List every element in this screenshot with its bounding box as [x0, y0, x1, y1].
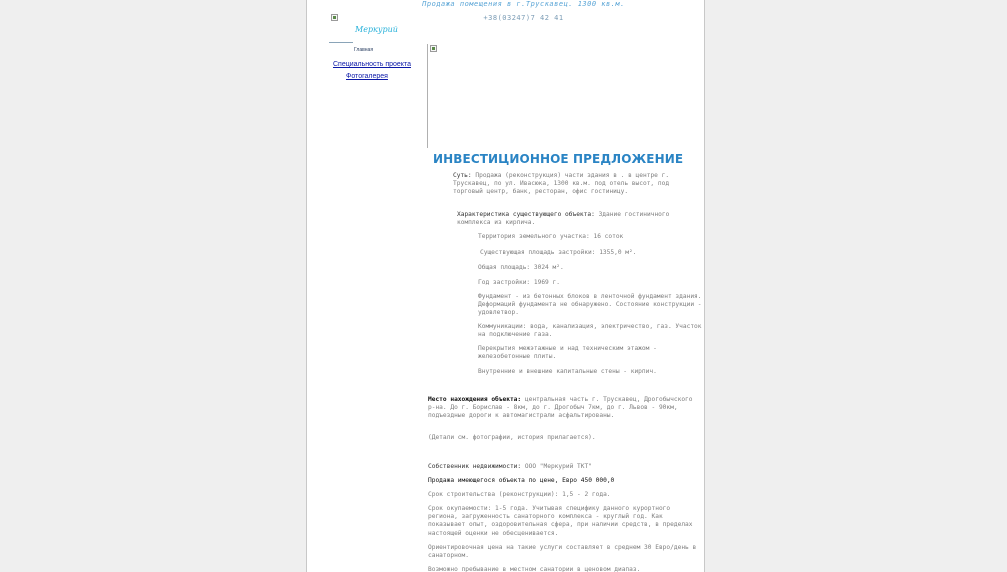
construction-term: Срок строительства (реконструкции): 1,5 - 2 года.: [428, 491, 611, 498]
nav-current-item[interactable]: Главная: [354, 47, 374, 53]
list-item: Существующая площадь застройки: 1355,0 м².: [480, 249, 637, 256]
list-item: Перекрытия межэтажные и над техническим этажом - железобетонные плиты.: [478, 345, 657, 361]
price-paragraph: [428, 477, 700, 485]
header-phone: +38(03247)7 42 41: [483, 14, 564, 22]
characteristics-text: Здание гостиничного комплекса из кирпича.: [457, 211, 670, 227]
logo-image-icon: [331, 14, 338, 21]
divider: [329, 42, 353, 43]
essence-paragraph: [453, 172, 699, 197]
location-paragraph: [428, 396, 700, 421]
average-price-paragraph: Ориентировочная цена на такие услуги составляет в среднем 30 Евро/день в санаторном.: [428, 544, 697, 560]
list-item: Год застройки: 1969 г.: [478, 279, 560, 286]
price-value: Евро 450 000,0: [562, 477, 615, 484]
location-label: Место нахождения объекта:: [428, 396, 522, 403]
list-item: Коммуникации: вода, канализация, электричество, газ. Участок на подключение газа.: [478, 323, 702, 339]
location-text: центральная часть г. Трускавец, Дрогобычского р-на. До г. Борислав - 8км, до г. Дрогобыч 7км, до г. Львов - 90км, подъездные дороги к автомагистрали асфальтированы.: [428, 396, 693, 420]
characteristics-label: Характеристика существующего объекта:: [457, 211, 595, 218]
banner-image: [427, 44, 705, 148]
essence-label: Суть:: [453, 172, 472, 179]
sidebar: [307, 0, 425, 572]
characteristics-paragraph: [457, 211, 699, 227]
page-title: ИНВЕСТИЦИОННОЕ ПРЕДЛОЖЕНИЕ: [433, 152, 684, 166]
list-item: Внутренние и внешние капитальные стены - кирпич.: [478, 368, 657, 375]
list-item: Общая площадь: 3024 м².: [478, 264, 564, 271]
logo-alt-text[interactable]: Меркурий: [355, 25, 398, 34]
photos-note: (Детали см. фотографии, история прилагается).: [428, 434, 596, 441]
owner-label: Собственник недвижимости:: [428, 463, 522, 470]
nav-link-gallery[interactable]: Фотогалерея: [346, 73, 388, 80]
list-item: Территория земельного участка: 16 соток: [478, 233, 624, 240]
nav-link-project[interactable]: Специальность проекта: [333, 61, 411, 68]
page-content: [306, 0, 705, 572]
header-title: Продажа помещения в г.Трускавец. 1300 кв.м.: [422, 0, 625, 8]
more-paragraph: Возможно пребывание в местном санатории в ценовом диапаз.: [428, 566, 641, 572]
payback-paragraph: Срок окупаемости: 1-5 года. Учитывая специфику данного курортного региона, загруженность санаторного комплекса - круглый год. Как показывает опыт, оздоровительная сфера, при наличии средств, в пределах настоящей оценки не обесценивается.: [428, 505, 693, 537]
essence-text: Продажа (реконструкция) части здания в . в центре г. Трускавец, по ул. Ивасюка, 1300 кв.м. под отель высот, под торговый центр, банк, ресторан, офис гостиницу.: [453, 172, 670, 196]
owner-paragraph: [428, 463, 700, 471]
price-label: Продажа имеющегося объекта по цене,: [428, 477, 559, 484]
list-item: Фундамент - из бетонных блоков в ленточной фундамент здания. Деформаций фундамента не обнаружено. Состояние конструкции - удовлетвор.: [478, 293, 702, 317]
owner-text: ООО "Меркурий ТКТ": [524, 463, 592, 470]
broken-image-icon: [430, 45, 437, 52]
